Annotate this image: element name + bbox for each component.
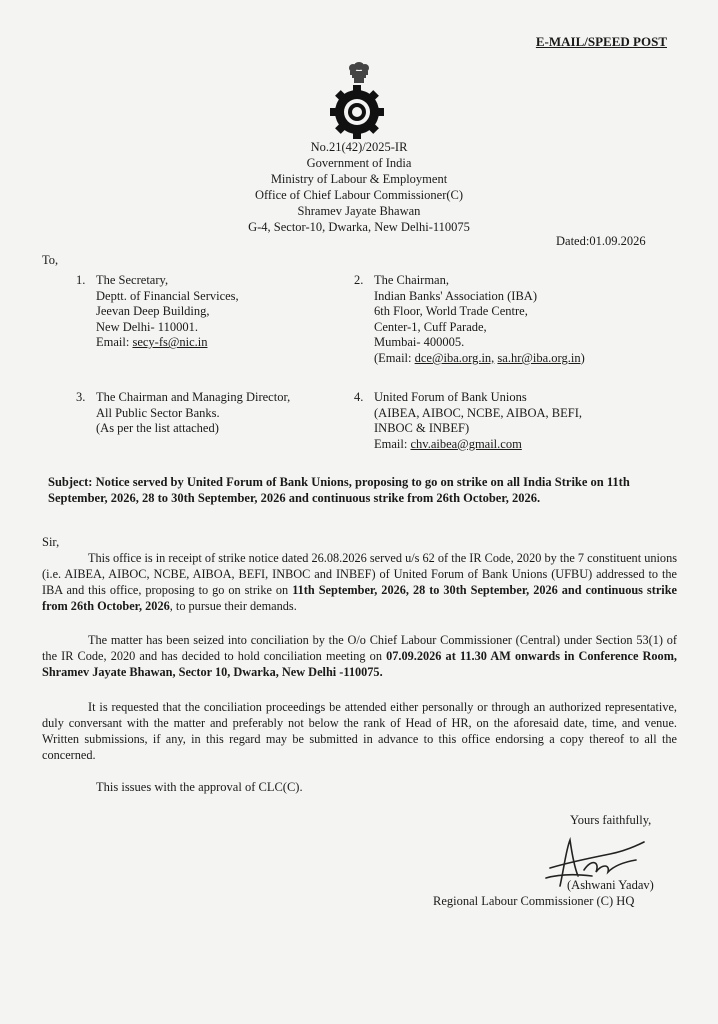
email-line (374, 351, 585, 367)
email-line (374, 437, 582, 453)
dated-label: Dated: (556, 234, 590, 248)
address-line: Deptt. of Financial Services, (96, 288, 239, 303)
meeting-details: 07.09.2026 at 11.30 AM onwards in Conference Room, Shramev Jayate Bhawan, Sector 10, Dwarka, New Delhi -110075. (42, 649, 678, 679)
body-paragraph-3: It is requested that the conciliation proceedings be attended either personally or through an authorized representative, duly conversant with the matter and preferably not below the rank of Head of HR, on the aforesaid date, time, and venue. Written submissions, if any, in this regard may be submitted in advance to this office endorsing a copy thereof to all the concerned. (42, 700, 677, 762)
email-label: Email: (96, 335, 130, 350)
reference-number: No.21(42)/2025-IR (310, 140, 408, 154)
body-paragraph-1 (42, 550, 677, 614)
subject-label: Subject: (48, 475, 93, 489)
dated-line (556, 233, 646, 249)
address-line: (As per the list attached) (96, 421, 219, 436)
address-line: (AIBEA, AIBOC, NCBE, AIBOA, BEFI, (374, 405, 582, 420)
letterhead-line: Government of India (306, 156, 412, 170)
address-line: The Chairman, (374, 273, 449, 287)
strike-dates: 11th September, 2026, 28 to 30th September, 2026 and continuous strike from 26th October, 2026 (42, 583, 677, 613)
email-close: ) (580, 350, 585, 365)
recipient-number: 3. (76, 390, 86, 404)
subject-text: Notice served by United Forum of Bank Unions, proposing to go on strike on all India Strike on 11th September, 2026, 28 to 30th September, 2026 and continuous strike from 26th October, 2026. (48, 475, 630, 505)
delivery-mode-heading: E-MAIL/SPEED POST (535, 34, 667, 49)
email-line (96, 335, 239, 351)
ministry-gear-logo-icon (318, 84, 396, 140)
salutation: Sir, (42, 535, 60, 549)
dated-value: 01.09.2026 (589, 234, 646, 248)
body-paragraph-2 (42, 632, 677, 680)
letterhead-line: Shramev Jayate Bhawan (297, 204, 421, 218)
address-line: United Forum of Bank Unions (374, 390, 527, 404)
letterhead-line: G-4, Sector-10, Dwarka, New Delhi-110075 (248, 220, 470, 234)
email-link[interactable]: sa.hr@iba.org.in (497, 350, 581, 365)
national-emblem-icon (334, 60, 384, 86)
body-paragraph-4: This issues with the approval of CLC(C). (96, 780, 303, 794)
valediction: Yours faithfully, (570, 813, 652, 827)
address-line: New Delhi- 110001. (96, 319, 198, 334)
email-label: Email: (374, 436, 408, 451)
address-line: The Secretary, (96, 273, 169, 287)
paragraph-text: This office is in receipt of strike notice dated 26.08.2026 served u/s 62 of the IR Code, 2020 by the 7 constituent unions (i.e. AIBEA, AIBOC, NCBE, AIBOA, BEFI, INBOC and INBEF) of United Forum of Bank Unions (UFBU) addressed to the IBA and this office, proposing to go on strike on (42, 551, 677, 597)
paragraph-text: , to pursue their demands. (169, 599, 297, 613)
email-label: (Email: (374, 350, 412, 365)
address-line: Mumbai- 400005. (374, 335, 465, 350)
subject-line (48, 474, 670, 506)
email-link[interactable]: secy-fs@nic.in (132, 335, 208, 350)
address-line: All Public Sector Banks. (96, 405, 220, 420)
email-link[interactable]: dce@iba.org.in, (414, 350, 495, 365)
recipient-number: 2. (354, 273, 364, 287)
address-line: Jeevan Deep Building, (96, 304, 210, 319)
signatory-designation: Regional Labour Commissioner (C) HQ (433, 894, 635, 908)
to-label: To, (42, 253, 59, 267)
recipient-number: 1. (76, 273, 86, 287)
letterhead-line: Office of Chief Labour Commissioner(C) (254, 188, 464, 202)
office-letterhead (150, 139, 568, 235)
signatory-name: (Ashwani Yadav) (567, 878, 654, 892)
address-line: Center-1, Cuff Parade, (374, 319, 487, 334)
address-line: Indian Banks' Association (IBA) (374, 288, 537, 303)
paragraph-text: The matter has been seized into conciliation by the O/o Chief Labour Commissioner (Central) under Section 53(1) of the IR Code, 2020 and has decided to hold conciliation meeting on (42, 633, 677, 663)
address-line: The Chairman and Managing Director, (96, 390, 291, 404)
address-line: INBOC & INBEF) (374, 421, 470, 436)
address-line: 6th Floor, World Trade Centre, (374, 304, 528, 319)
letterhead-line: Ministry of Labour & Employment (270, 172, 448, 186)
recipient-number: 4. (354, 390, 364, 404)
email-link[interactable]: chv.aibea@gmail.com (410, 436, 522, 451)
